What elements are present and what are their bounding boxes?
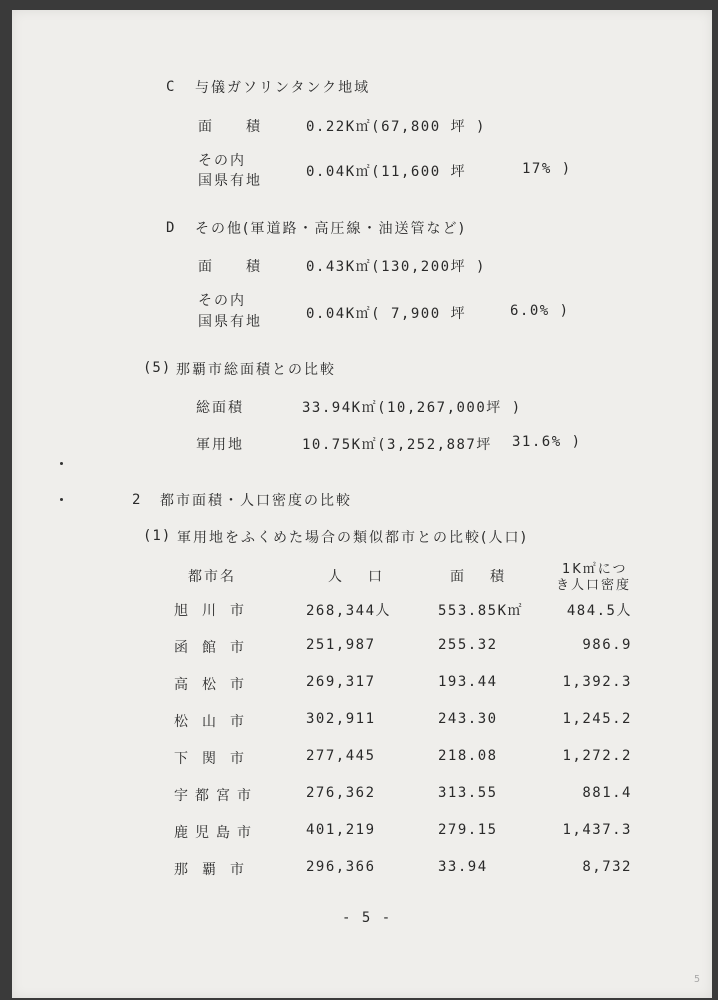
section-1-title: 軍用地をふくめた場合の類似都市との比較(人口) xyxy=(177,530,528,546)
cell-population: 268,344人 xyxy=(306,603,392,619)
cell-density: 484.5人 xyxy=(566,603,632,619)
cell-population: 269,317 xyxy=(306,674,376,690)
header-area: 面 積 xyxy=(450,569,510,585)
section-c-owned-label-2: 国県有地 xyxy=(198,173,262,189)
header-density: 1K㎡につ xyxy=(562,562,628,577)
section-d-area-value: 0.43K㎡(130,200坪 ) xyxy=(306,259,486,275)
section-d-title: その他(軍道路・高圧線・油送管など) xyxy=(195,221,466,237)
cell-area: 255.32 xyxy=(438,637,498,653)
section-5-title: 那覇市総面積との比較 xyxy=(176,362,336,378)
cell-city: 旭川市 xyxy=(174,603,258,619)
corner-mark: 5 xyxy=(694,974,702,985)
cell-city: 鹿児島市 xyxy=(174,825,258,841)
cell-population: 277,445 xyxy=(306,748,376,764)
cell-city: 松山市 xyxy=(174,714,258,730)
cell-area: 218.08 xyxy=(438,748,498,764)
cell-area: 243.30 xyxy=(438,711,498,727)
cell-density: 1,392.3 xyxy=(562,674,632,690)
page-number: - 5 - xyxy=(342,910,392,926)
cell-population: 251,987 xyxy=(306,637,376,653)
header-population: 人 口 xyxy=(328,569,388,585)
document-page xyxy=(12,10,712,998)
cell-city: 函館市 xyxy=(174,640,258,656)
cell-population: 276,362 xyxy=(306,785,376,801)
section-c-title: 与儀ガソリンタンク地域 xyxy=(195,80,371,96)
section-c-owned-label: その内 xyxy=(198,153,246,169)
cell-density: 1,437.3 xyxy=(562,822,632,838)
section-2-label: 2 xyxy=(132,492,142,508)
military-land-value: 10.75K㎡(3,252,887坪 xyxy=(302,437,492,453)
section-1-label: (1) xyxy=(143,528,172,544)
header-city: 都市名 xyxy=(188,569,236,585)
cell-density: 8,732 xyxy=(582,859,632,875)
section-d-area-label: 面 積 xyxy=(198,259,270,275)
military-land-pct: 31.6% ) xyxy=(512,434,582,450)
margin-mark xyxy=(60,462,63,465)
section-d-label: D xyxy=(166,220,176,236)
section-d-owned-label-2: 国県有地 xyxy=(198,314,262,330)
cell-population: 296,366 xyxy=(306,859,376,875)
total-area-label: 総面積 xyxy=(196,400,244,416)
section-c-owned-pct: 17% ) xyxy=(522,161,572,177)
section-2-title: 都市面積・人口密度の比較 xyxy=(160,493,352,509)
section-d-owned-label: その内 xyxy=(198,293,246,309)
section-c-area-value: 0.22K㎡(67,800 坪 ) xyxy=(306,119,486,135)
cell-city: 下関市 xyxy=(174,751,258,767)
total-area-value: 33.94K㎡(10,267,000坪 ) xyxy=(302,400,522,416)
section-c-label: C xyxy=(166,79,176,95)
section-5-label: (5) xyxy=(143,360,172,376)
cell-area: 279.15 xyxy=(438,822,498,838)
cell-density: 881.4 xyxy=(582,785,632,801)
cell-density: 1,245.2 xyxy=(562,711,632,727)
cell-city: 那覇市 xyxy=(174,862,258,878)
section-d-owned-pct: 6.0% ) xyxy=(510,303,570,319)
cell-area: 193.44 xyxy=(438,674,498,690)
cell-density: 986.9 xyxy=(582,637,632,653)
cell-population: 302,911 xyxy=(306,711,376,727)
cell-area: 33.94 xyxy=(438,859,488,875)
cell-area: 553.85K㎡ xyxy=(438,603,524,619)
cell-city: 高松市 xyxy=(174,677,258,693)
cell-city: 宇都宮市 xyxy=(174,788,258,804)
military-land-label: 軍用地 xyxy=(196,437,244,453)
section-c-owned-value: 0.04K㎡(11,600 坪 xyxy=(306,164,467,180)
margin-mark-2 xyxy=(60,498,63,501)
section-d-owned-value: 0.04K㎡( 7,900 坪 xyxy=(306,306,467,322)
cell-density: 1,272.2 xyxy=(562,748,632,764)
section-c-area-label: 面 積 xyxy=(198,119,270,135)
header-density-2: き人口密度 xyxy=(556,578,632,593)
cell-area: 313.55 xyxy=(438,785,498,801)
cell-population: 401,219 xyxy=(306,822,376,838)
